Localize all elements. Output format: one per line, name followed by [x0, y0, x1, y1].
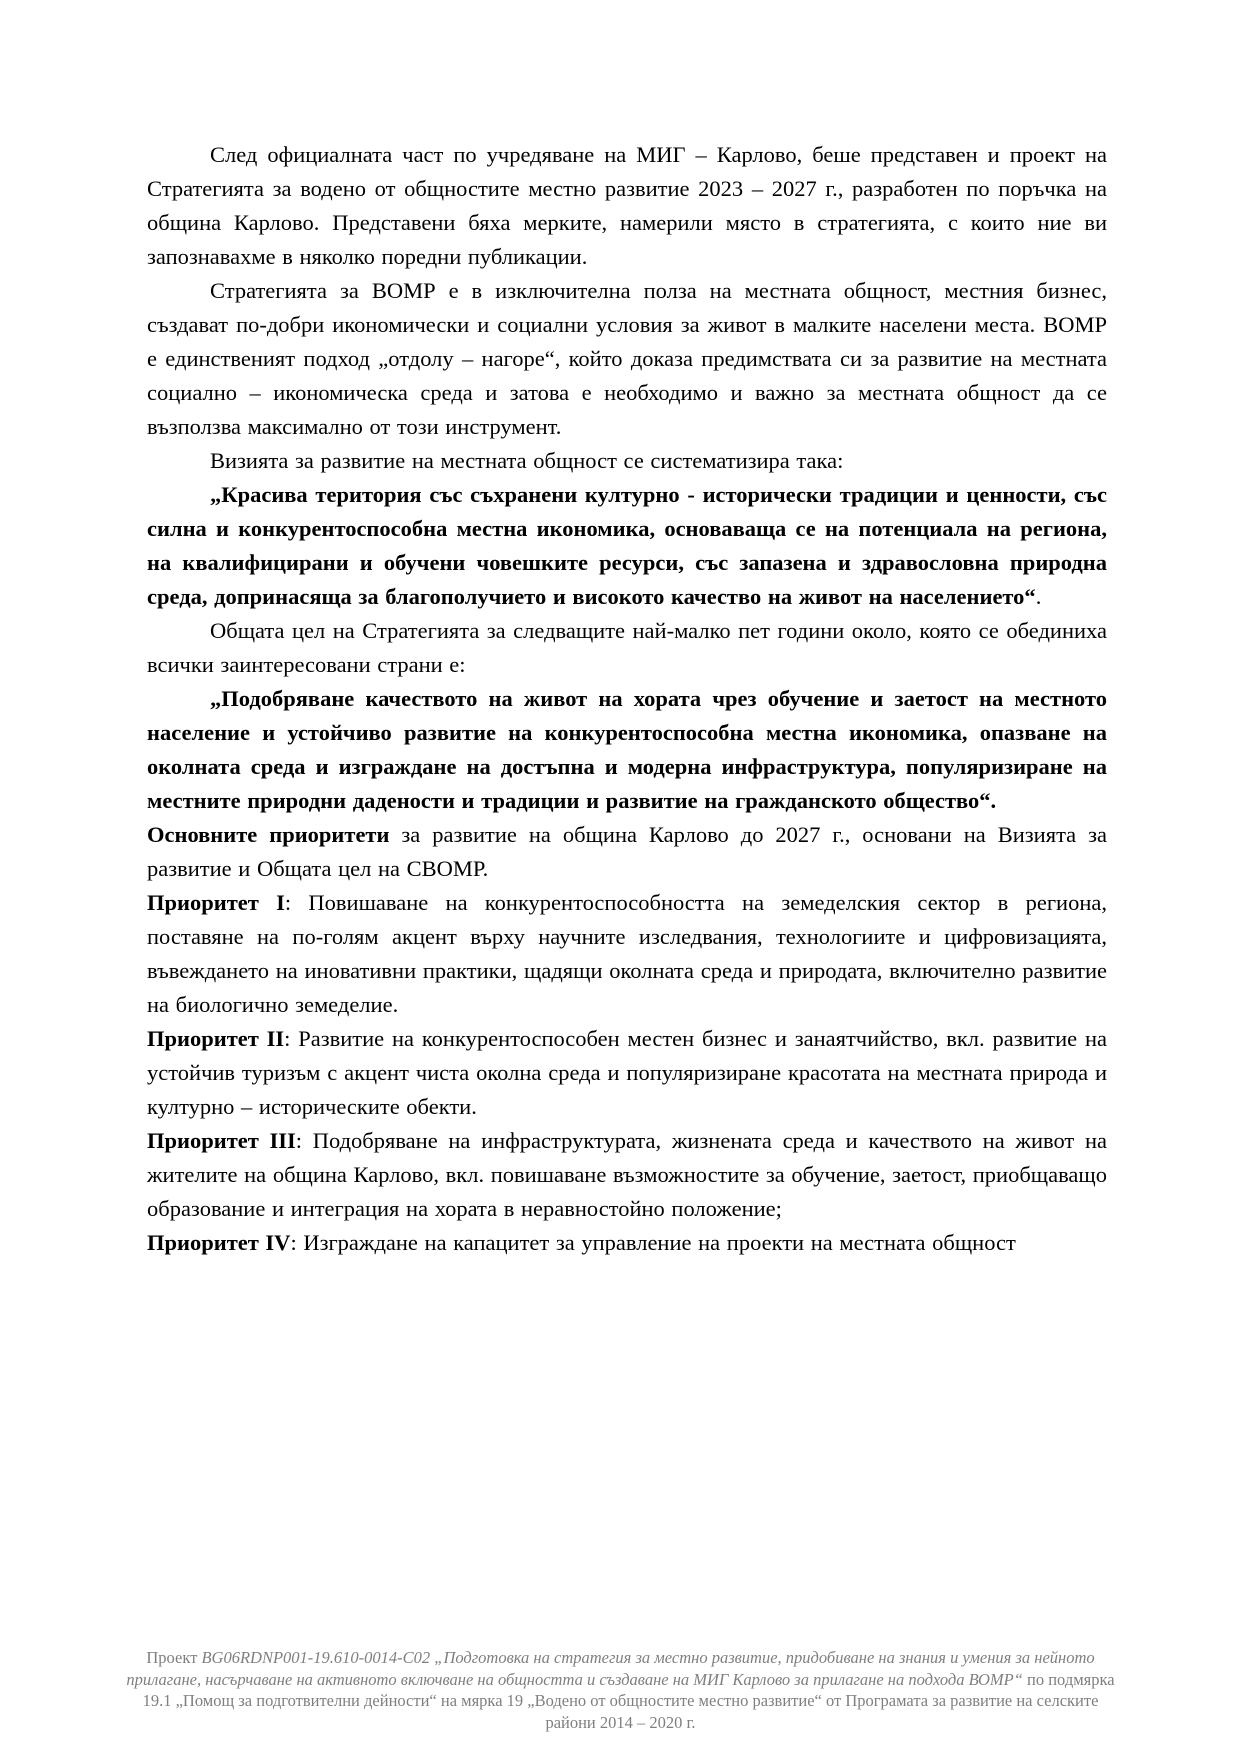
priority-1-label: Приоритет I	[147, 890, 285, 915]
paragraph-goal-quote: „Подобряване качеството на живот на хората чрез обучение и заетост на местното население и устойчиво развитие на конкурентоспособна местна икономика, опазване на околната среда и изграждане на достъпна и модерна инфраструктура, популяризиране на местните природни дадености и традиции и развитие на гражданското общество“.	[147, 686, 1107, 813]
paragraph-priorities-intro	[147, 818, 1107, 886]
priority-2-label: Приоритет II	[147, 1026, 285, 1051]
vision-quote-period: .	[1035, 584, 1042, 609]
priorities-intro-rest: за развитие на община Карлово до 2027 г., основани на Визията за развитие и Общата цел на СВОМР.	[147, 822, 1108, 881]
page-footer	[118, 1647, 1123, 1733]
paragraph-priority-1	[147, 886, 1107, 1022]
priority-2-text: : Развитие на конкурентоспособен местен бизнес и занаятчийство, вкл. развитие на устойчив туризъм с акцент чиста околна среда и популяризиране красотата на местната природа и културно – историческите обекти.	[147, 1026, 1107, 1119]
footer-project-reference: BG06RDNP001-19.610-0014-C02 „Подготовка на стратегия за местно развитие, придобиване на знания и умения за нейното прилагане, насърчаване на активното включване на общността и създаване на МИГ Карлово за прилагане на подхода ВОМР“	[126, 1648, 1095, 1689]
paragraph-strategy: Стратегията за ВОМР е в изключителна полза на местната общност, местния бизнес, създават по-добри икономически и социални условия за живот в малките населени места. ВОМР е единственият подход „отдолу – нагоре“, който доказа предимствата си за развитие на местната социално – икономическа среда и затова е необходимо и важно за местната общност да се възползва максимално от този инструмент.	[147, 278, 1107, 439]
paragraph-priority-3	[147, 1124, 1107, 1226]
priority-3-text: : Подобряване на инфраструктурата, жизнената среда и качеството на живот на жителите на община Карлово, вкл. повишаване възможностите за обучение, заетост, приобщаващо образование и интеграция на хората в неравностойно положение;	[147, 1128, 1107, 1221]
priority-1-text: : Повишаване на конкурентоспособността на земеделския сектор в региона, поставяне на по-голям акцент върху научните изследвания, технологиите и цифровизацията, въвеждането на иновативни практики, щадящи околната среда и природата, включително развитие на биологично земеделие.	[147, 890, 1107, 1017]
paragraph-vision-lead: Визията за развитие на местната общност се систематизира така:	[210, 448, 844, 473]
footer-suffix: по подмярка 19.1 „Помощ за подготвителни дейности“ на мярка 19 „Водено от общностите местно развитие“ от Програмата за развитие на селските райони 2014 – 2020 г.	[142, 1669, 1115, 1732]
paragraph-vision-quote	[147, 478, 1107, 614]
paragraph-goal-lead: Общата цел на Стратегията за следващите най-малко пет години около, която се обединиха всички заинтересовани страни е:	[147, 618, 1107, 677]
vision-quote-text: „Красива територия със съхранени културно - исторически традиции и ценности, със силна и конкурентоспособна местна икономика, основаваща се на потенциала на региона, на квалифицирани и обучени човешките ресурси, със запазена и здравословна природна среда, допринасяща за благополучието и високото качество на живот на населението“	[147, 482, 1107, 609]
footer-prefix: Проект	[146, 1648, 202, 1667]
priority-4-text: : Изграждане на капацитет за управление на проекти на местната общност	[290, 1230, 1016, 1255]
priority-4-label: Приоритет IV	[147, 1230, 291, 1255]
paragraph-intro: След официалната част по учредяване на МИГ – Карлово, беше представен и проект на Стратегията за водено от общностите местно развитие 2023 – 2027 г., разработен по поръчка на община Карлово. Представени бяха мерките, намерили място в стратегията, с които ние ви запознавахме в няколко поредни публикации.	[147, 142, 1107, 269]
paragraph-priority-2	[147, 1022, 1107, 1124]
priority-3-label: Приоритет III	[147, 1128, 296, 1153]
paragraph-priority-4	[147, 1226, 1107, 1260]
priorities-intro-bold: Основните приоритети	[147, 822, 390, 847]
